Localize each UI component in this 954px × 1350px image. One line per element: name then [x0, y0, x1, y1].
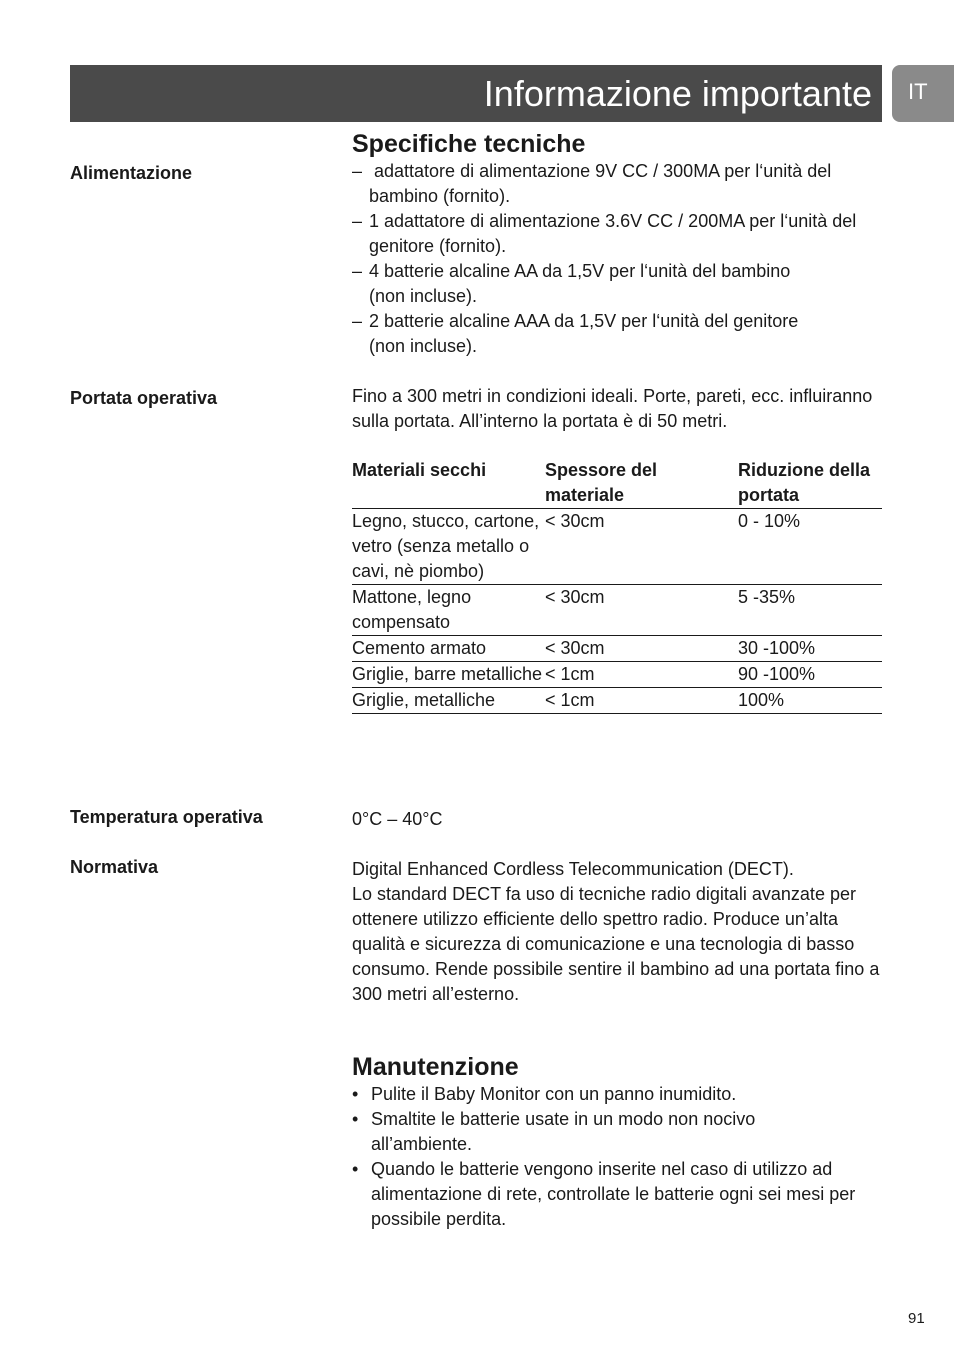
table-cell: < 30cm — [545, 636, 738, 662]
bullet-marker: • — [352, 1159, 359, 1179]
maintenance-list — [352, 1082, 882, 1232]
bullet-marker: • — [352, 1109, 359, 1129]
list-item: – 1 adattatore di alimentazione 3.6V CC / 200MA per l‘unità del genitore (fornito). — [352, 209, 882, 259]
page-title: Informazione importante — [483, 73, 872, 114]
table-header-row — [352, 458, 882, 509]
list-item: – 2 batterie alcaline AAA da 1,5V per l‘unità del genitore (non incluse). — [352, 309, 882, 359]
table-cell: 100% — [738, 688, 882, 714]
table-cell: 0 - 10% — [738, 509, 882, 585]
header-bar — [70, 65, 882, 122]
dash-marker: – — [352, 311, 363, 331]
table-cell: < 1cm — [545, 688, 738, 714]
standard-label: Normativa — [70, 857, 159, 877]
table-row — [352, 509, 882, 585]
specs-heading: Specifiche tecniche — [352, 130, 586, 158]
table-row — [352, 585, 882, 636]
list-item: • Pulite il Baby Monitor con un panno inumidito. — [352, 1082, 882, 1107]
list-item: • Quando le batterie vengono inserite nel caso di utilizzo ad alimentazione di rete, controllate le batterie ogni sei mesi per possibile perdita. — [352, 1157, 882, 1232]
maintenance-heading: Manutenzione — [352, 1053, 519, 1081]
list-item: – adattatore di alimentazione 9V CC / 300MA per l‘unità del bambino (fornito). — [352, 159, 882, 209]
table-row — [352, 636, 882, 662]
column-header: Spessore del materiale — [545, 458, 738, 509]
materials-table — [352, 458, 882, 714]
standard-text: Lo standard DECT fa uso di tecniche radio digitali avanzate per ottenere utilizzo efficiente dello spettro radio. Produce un’alta qualità e sicurezza di comunicazione e una tecnologia di basso consumo. Rende possibile sentire il bambino ad una portata fino a 300 metri all’esterno. — [352, 884, 880, 1004]
table-cell: Cemento armato — [352, 636, 545, 662]
language-tab — [892, 65, 954, 122]
table-row — [352, 662, 882, 688]
dash-marker: – — [352, 261, 363, 281]
power-list — [352, 159, 882, 359]
range-text: Fino a 300 metri in condizioni ideali. Porte, pareti, ecc. influiranno sulla portata. All’interno la portata è di 50 metri. — [352, 386, 873, 431]
table-cell: < 1cm — [545, 662, 738, 688]
standard-block — [352, 857, 882, 1007]
list-item: – 4 batterie alcaline AA da 1,5V per l‘unità del bambino (non incluse). — [352, 259, 882, 309]
dash-marker: – — [352, 211, 363, 231]
table-cell: Griglie, barre metalliche — [352, 662, 545, 688]
bullet-marker: • — [352, 1084, 359, 1104]
table-cell: Mattone, legno compensato — [352, 585, 545, 636]
column-header: Riduzione della portata — [738, 458, 882, 509]
table-cell: < 30cm — [545, 585, 738, 636]
power-label: Alimentazione — [70, 163, 193, 183]
page-number: 91 — [908, 1310, 925, 1327]
temperature-text: 0°C – 40°C — [352, 809, 443, 829]
table-cell: 90 -100% — [738, 662, 882, 688]
list-item: • Smaltite le batterie usate in un modo non nocivo all’ambiente. — [352, 1107, 882, 1157]
language-tab-label: IT — [908, 79, 928, 104]
table-cell: 30 -100% — [738, 636, 882, 662]
range-label: Portata operativa — [70, 388, 218, 408]
table-cell: 5 -35% — [738, 585, 882, 636]
dash-marker: – — [352, 161, 363, 181]
table-cell: Legno, stucco, cartone, vetro (senza metallo o cavi, nè piombo) — [352, 509, 545, 585]
table-cell: < 30cm — [545, 509, 738, 585]
standard-line: Digital Enhanced Cordless Telecommunication (DECT). — [352, 859, 794, 879]
table-row — [352, 688, 882, 714]
column-header: Materiali secchi — [352, 458, 545, 509]
table-cell: Griglie, metalliche — [352, 688, 545, 714]
temperature-label: Temperatura operativa — [70, 807, 263, 827]
